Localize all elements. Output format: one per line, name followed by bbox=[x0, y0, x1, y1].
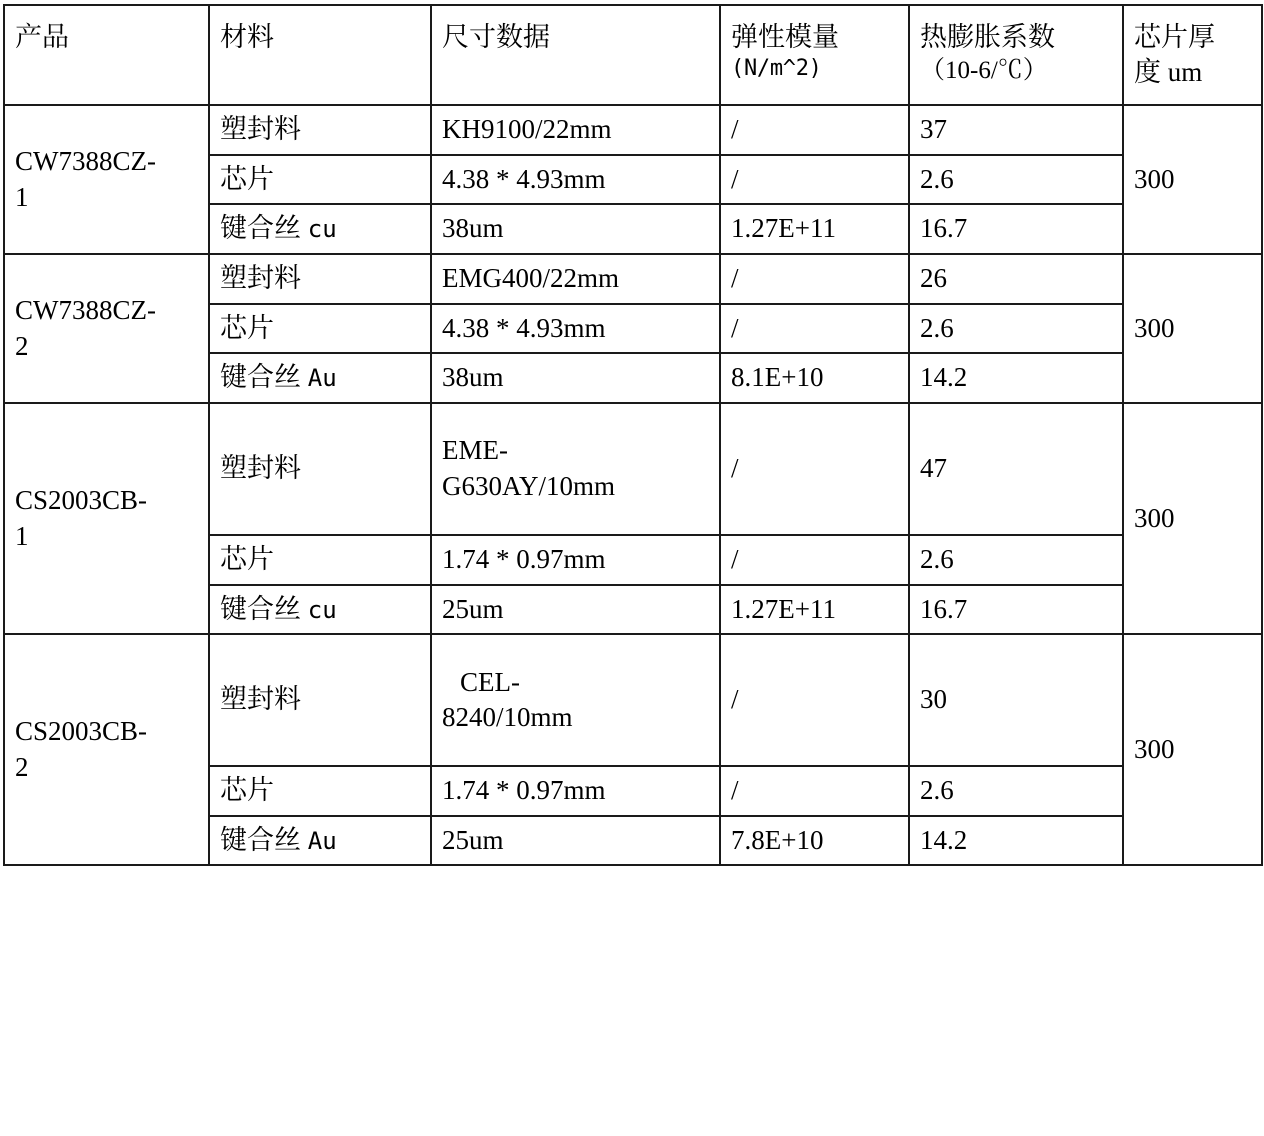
modulus-cell: / bbox=[720, 155, 909, 205]
cte-cell: 2.6 bbox=[909, 304, 1123, 354]
material-label: 键合丝 bbox=[220, 213, 301, 244]
material-suffix: Au bbox=[307, 364, 337, 393]
header-label-cte: 热膨胀系数 bbox=[920, 22, 1055, 52]
modulus-cell: 8.1E+10 bbox=[720, 353, 909, 403]
cte-cell: 2.6 bbox=[909, 155, 1123, 205]
cte-cell: 47 bbox=[909, 403, 1123, 535]
cte-cell: 16.7 bbox=[909, 204, 1123, 254]
product-line-1: CS2003CB- bbox=[15, 484, 148, 515]
modulus-cell: 7.8E+10 bbox=[720, 816, 909, 866]
product-cell-group-4 bbox=[4, 634, 209, 865]
modulus-cell: 1.27E+11 bbox=[720, 204, 909, 254]
product-line-2: 1 bbox=[15, 520, 29, 551]
header-label-material: 材料 bbox=[220, 22, 274, 52]
product-line-2: 2 bbox=[15, 751, 29, 782]
size-cell: EMG400/22mm bbox=[431, 254, 720, 304]
header-label-size: 尺寸数据 bbox=[442, 22, 550, 52]
table-row bbox=[4, 105, 1262, 155]
material-cell: 塑封料 bbox=[209, 105, 431, 155]
material-cell bbox=[209, 204, 431, 254]
header-cell-product bbox=[4, 5, 209, 105]
header-cell-thickness bbox=[1123, 5, 1262, 105]
size-cell: 4.38 * 4.93mm bbox=[431, 155, 720, 205]
material-label: 键合丝 bbox=[220, 824, 301, 855]
material-cell bbox=[209, 816, 431, 866]
material-cell: 芯片 bbox=[209, 304, 431, 354]
material-suffix: cu bbox=[307, 215, 337, 244]
product-cell-group-3 bbox=[4, 403, 209, 634]
size-cell: 1.74 * 0.97mm bbox=[431, 535, 720, 585]
size-cell bbox=[431, 634, 720, 766]
cte-cell: 2.6 bbox=[909, 535, 1123, 585]
product-line-1: CW7388CZ- bbox=[15, 146, 156, 176]
product-line-2: 2 bbox=[15, 330, 29, 361]
header-label-product: 产品 bbox=[15, 22, 69, 52]
product-cell-group-2 bbox=[4, 254, 209, 403]
cte-cell: 14.2 bbox=[909, 353, 1123, 403]
table-row bbox=[4, 634, 1262, 766]
cte-cell: 30 bbox=[909, 634, 1123, 766]
header-unit-modulus: (N/m^2) bbox=[731, 56, 822, 82]
thickness-cell-group-3: 300 bbox=[1123, 403, 1262, 634]
material-cell bbox=[209, 585, 431, 635]
thickness-cell-group-1: 300 bbox=[1123, 105, 1262, 254]
size-cell: KH9100/22mm bbox=[431, 105, 720, 155]
material-cell: 芯片 bbox=[209, 155, 431, 205]
modulus-cell: 1.27E+11 bbox=[720, 585, 909, 635]
header-cell-modulus bbox=[720, 5, 909, 105]
modulus-cell: / bbox=[720, 766, 909, 816]
modulus-cell: / bbox=[720, 403, 909, 535]
product-line-2: 1 bbox=[15, 181, 29, 212]
size-cell bbox=[431, 403, 720, 535]
material-cell: 芯片 bbox=[209, 766, 431, 816]
table-header-row bbox=[4, 5, 1262, 105]
thickness-cell-group-4: 300 bbox=[1123, 634, 1262, 865]
cte-cell: 2.6 bbox=[909, 766, 1123, 816]
table-row bbox=[4, 403, 1262, 535]
size-cell: 38um bbox=[431, 204, 720, 254]
header-unit-cte: （10-6/℃） bbox=[920, 57, 1048, 85]
table-row bbox=[4, 254, 1262, 304]
cte-cell: 37 bbox=[909, 105, 1123, 155]
material-properties-table bbox=[3, 4, 1263, 866]
cte-cell: 14.2 bbox=[909, 816, 1123, 866]
header-label-modulus: 弹性模量 bbox=[731, 22, 839, 52]
size-line-1: EME- bbox=[442, 435, 508, 466]
header-cell-size bbox=[431, 5, 720, 105]
product-cell-group-1 bbox=[4, 105, 209, 254]
modulus-cell: / bbox=[720, 254, 909, 304]
size-line-2: 8240/10mm bbox=[442, 702, 573, 733]
material-cell: 塑封料 bbox=[209, 634, 431, 766]
size-line-1: CEL- bbox=[460, 666, 520, 697]
material-label: 键合丝 bbox=[220, 593, 301, 624]
size-line-2: G630AY/10mm bbox=[442, 470, 616, 501]
size-cell: 1.74 * 0.97mm bbox=[431, 766, 720, 816]
material-suffix: Au bbox=[307, 826, 337, 855]
cte-cell: 26 bbox=[909, 254, 1123, 304]
material-cell bbox=[209, 353, 431, 403]
thickness-cell-group-2: 300 bbox=[1123, 254, 1262, 403]
product-line-1: CW7388CZ- bbox=[15, 294, 156, 325]
product-line-1: CS2003CB- bbox=[15, 716, 148, 747]
size-cell: 38um bbox=[431, 353, 720, 403]
document-page bbox=[0, 4, 1264, 1136]
material-label: 键合丝 bbox=[220, 362, 301, 393]
modulus-cell: / bbox=[720, 634, 909, 766]
cte-cell: 16.7 bbox=[909, 585, 1123, 635]
size-cell: 4.38 * 4.93mm bbox=[431, 304, 720, 354]
modulus-cell: / bbox=[720, 535, 909, 585]
header-cell-cte bbox=[909, 5, 1123, 105]
header-label-thickness: 芯片厚 bbox=[1134, 22, 1215, 52]
material-cell: 塑封料 bbox=[209, 254, 431, 304]
size-cell: 25um bbox=[431, 816, 720, 866]
material-suffix: cu bbox=[307, 595, 337, 624]
size-cell: 25um bbox=[431, 585, 720, 635]
header-cell-material bbox=[209, 5, 431, 105]
material-cell: 塑封料 bbox=[209, 403, 431, 535]
modulus-cell: / bbox=[720, 105, 909, 155]
modulus-cell: / bbox=[720, 304, 909, 354]
header-unit-thickness: 度 um bbox=[1134, 57, 1203, 88]
material-cell: 芯片 bbox=[209, 535, 431, 585]
